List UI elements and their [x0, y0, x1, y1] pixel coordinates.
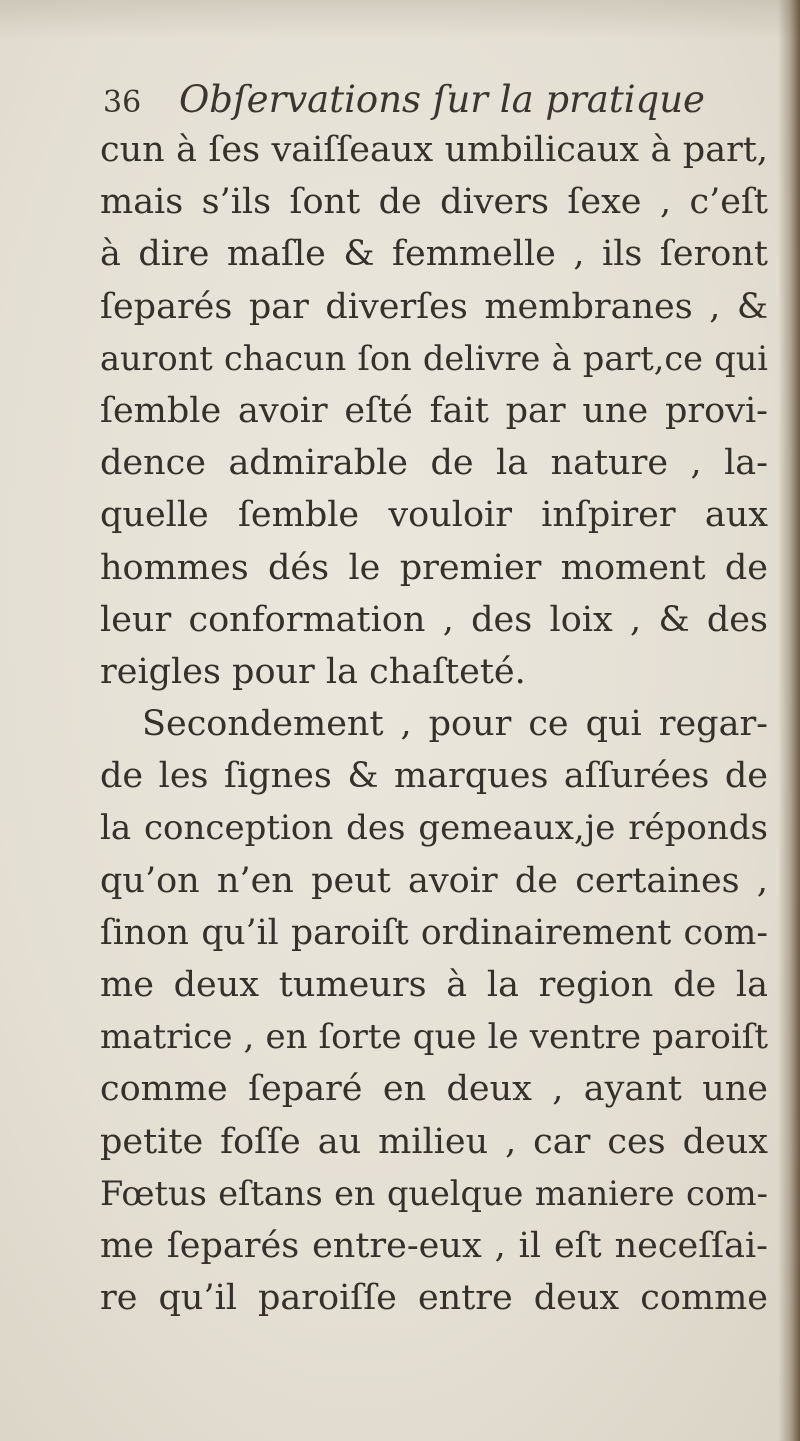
- text-line: cun à ſes vaiſſeaux umbilicaux à part,: [100, 130, 768, 170]
- text-line: re qu’il paroiſſe entre deux comme: [100, 1278, 768, 1319]
- text-line: mais s’ils ſont de divers ſexe , c’eſt: [100, 182, 768, 223]
- text-line: matrice , en ſorte que le ventre paroiſt: [100, 1017, 768, 1058]
- text-line: leur conformation , des loix , & des: [100, 599, 768, 640]
- text-line: me deux tumeurs à la region de la: [100, 965, 768, 1005]
- page-top-shadow: [0, 0, 800, 40]
- running-title: Obſervations ſur la pratique: [178, 78, 705, 121]
- text-line: comme ſeparé en deux , ayant une: [100, 1069, 768, 1110]
- text-line: hommes dés le premier moment de: [100, 547, 768, 588]
- text-line: auront chacun ſon delivre à part,ce qui: [100, 338, 768, 378]
- body-text: [100, 124, 768, 1324]
- text-line: Secondement , pour ce qui regar-: [142, 704, 768, 745]
- text-line: petite foſſe au milieu , car ces deux: [100, 1121, 768, 1162]
- text-line: de les ſignes & marques aſſurées de: [100, 756, 768, 797]
- text-line: à dire maſle & femmelle , ils ſeront: [100, 234, 768, 275]
- text-line: ſinon qu’il paroiſt ordinairement com-: [100, 912, 768, 953]
- text-line: quelle ſemble vouloir inſpirer aux: [100, 495, 768, 536]
- page-number: 36: [103, 85, 142, 120]
- running-header: [103, 78, 705, 126]
- text-line: qu’on n’en peut avoir de certaines ,: [100, 860, 768, 901]
- text-line: me ſeparés entre-eux , il eſt neceſſai-: [100, 1225, 768, 1266]
- text-line: ſemble avoir eſté fait par une provi-: [100, 390, 768, 431]
- text-line: la conception des gemeaux,je réponds: [100, 808, 768, 849]
- text-line: ſeparés par diverſes membranes , &: [100, 286, 768, 327]
- page-spine-edge: [778, 0, 800, 1441]
- text-line: reigles pour la chaſteté.: [100, 651, 526, 692]
- text-line: Fœtus eſtans en quelque maniere com-: [100, 1173, 768, 1213]
- text-line: dence admirable de la nature , la-: [100, 443, 768, 484]
